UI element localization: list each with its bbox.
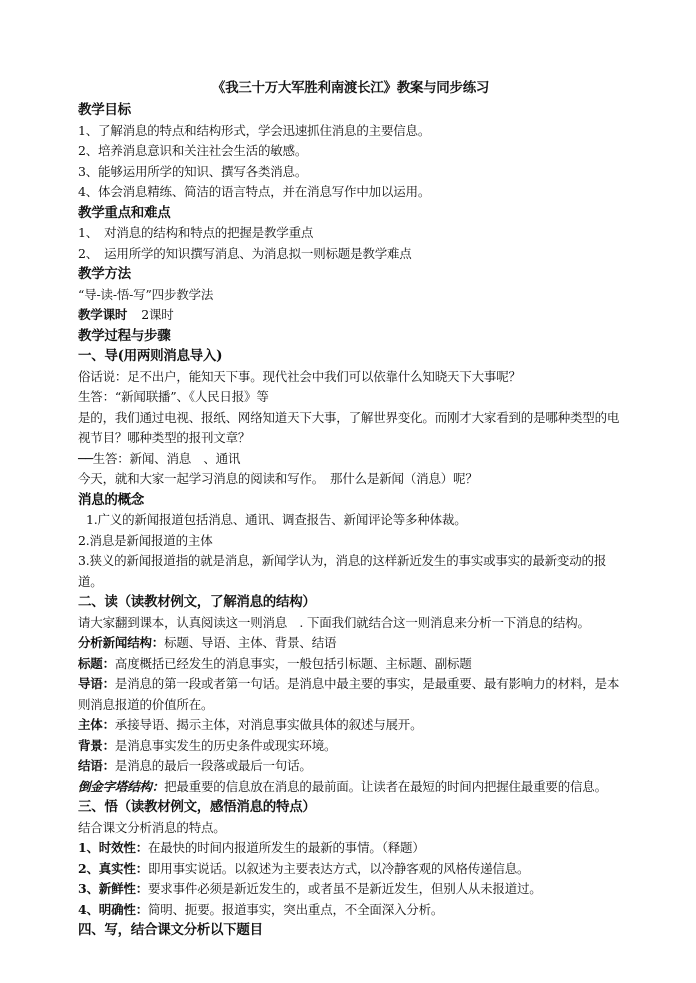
feature-text: 在最快的时间内报道所发生的最新的事情。（释题） bbox=[148, 840, 425, 855]
structure-item bbox=[78, 756, 623, 777]
goal-item: 2、培养消息意识和关注社会生活的敏感。 bbox=[78, 143, 308, 158]
structure-item-text: 高度概括已经发生的消息事实，一般包括引标题、主标题、副标题 bbox=[114, 655, 472, 671]
feature-text: 简明、扼要。报道事实，突出重点，不全面深入分析。 bbox=[148, 901, 444, 917]
section1-line: 今天，就和大家一起学习消息的阅读和写作。 那什么是新闻（消息）呢？ bbox=[78, 471, 478, 486]
section1-line: 俗话说：足不出户，能知天下事。现代社会中我们可以依靠什么知晓天下大事呢？ bbox=[78, 368, 521, 384]
structure-item-label: 导语： bbox=[78, 676, 115, 691]
section2-intro: 请大家翻到课本，认真阅读这一则消息 . 下面我们就结合这一则消息来分析一下消息的结构。 bbox=[78, 614, 590, 630]
key-point-item: 2、 运用所学的知识撰写消息、为消息拟一则标题是教学难点 bbox=[78, 245, 412, 261]
structure-item-text: 是消息事实发生的历史条件或现实环境。 bbox=[114, 737, 337, 753]
feature-label: 1、时效性： bbox=[78, 840, 148, 855]
key-points-heading: 教学重点和难点 bbox=[78, 204, 171, 221]
feature-item bbox=[78, 879, 623, 900]
pyramid-text: 把最重要的信息放在消息的最前面。让读者在最短的时间内把握住最重要的信息。 bbox=[164, 778, 607, 794]
structure-item-label: 结语： bbox=[78, 758, 115, 773]
section4-heading: 四、写，结合课文分析以下题目 bbox=[78, 922, 263, 938]
pyramid-label: 倒金字塔结构： bbox=[78, 778, 165, 794]
section3-heading: 三、悟（读教材例文，感悟消息的特点） bbox=[78, 799, 316, 815]
structure-item-label: 标题： bbox=[78, 655, 115, 671]
method-heading: 教学方法 bbox=[78, 266, 131, 282]
goals-heading: 教学目标 bbox=[78, 102, 131, 118]
structure-item-text: 承接导语、揭示主体，对消息事实做具体的叙述与展开。 bbox=[114, 717, 423, 732]
section1-line: ──生答：新闻、消息 、通讯 bbox=[78, 450, 241, 466]
process-heading: 教学过程与步骤 bbox=[78, 327, 171, 344]
method-text: “导-读-悟-写”四步教学法 bbox=[78, 286, 214, 302]
structure-line bbox=[78, 633, 623, 654]
concept-line: 2.消息是新闻报道的主体 bbox=[78, 532, 213, 548]
feature-label: 4、明确性： bbox=[78, 901, 148, 917]
feature-text: 即用事实说话。以叙述为主要表达方式，以冷静客观的风格传递信息。 bbox=[148, 860, 530, 876]
section2-heading: 二、读（读教材例文，了解消息的结构） bbox=[78, 594, 316, 610]
concept-heading: 消息的概念 bbox=[78, 491, 144, 508]
goal-item: 4、体会消息精练、简洁的语言特点，并在消息写作中加以运用。 bbox=[78, 184, 431, 199]
section3-intro: 结合课文分析消息的特点。 bbox=[78, 819, 226, 835]
section1-line: 是的，我们通过电视、报纸、网络知道天下大事，了解世界变化。而刚才大家看到的是哪种类型的电视节目？哪种类型的报刊文章？ bbox=[78, 409, 620, 445]
pyramid-line bbox=[78, 777, 623, 798]
section1-line: 生答：“新闻联播”、《人民日报》等 bbox=[78, 389, 269, 404]
feature-item bbox=[78, 859, 623, 880]
structure-item-text: 是消息的第一段或者第一句话。是消息中最主要的事实，是最重要、最有影响力的材料，是本则消息报道的价值所在。 bbox=[78, 676, 620, 712]
concept-line: 1.广义的新闻报道包括消息、通讯、调查报告、新闻评论等多种体裁。 bbox=[86, 512, 467, 527]
structure-text: 标题、导语、主体、背景、结语 bbox=[164, 635, 337, 650]
structure-item-label: 背景： bbox=[78, 737, 115, 753]
structure-label: 分析新闻结构： bbox=[78, 635, 165, 650]
structure-item-text: 是消息的最后一段落或最后一句话。 bbox=[114, 758, 312, 773]
feature-text: 要求事件必须是新近发生的，或者虽不是新近发生，但别人从未报道过。 bbox=[148, 881, 542, 896]
feature-label: 3、新鲜性： bbox=[78, 881, 148, 896]
concept-line: 3.狭义的新闻报道指的就是消息，新闻学认为，消息的这样新近发生的事实或事实的最新变动的报道。 bbox=[78, 553, 607, 589]
document-title: 《我三十万大军胜利南渡长江》教案与同步练习 bbox=[211, 80, 490, 96]
structure-item-label: 主体： bbox=[78, 717, 115, 732]
goal-item: 3、能够运用所学的知识、撰写各类消息。 bbox=[78, 163, 308, 179]
structure-item bbox=[78, 736, 623, 757]
feature-label: 2、真实性： bbox=[78, 860, 148, 876]
hours-label: 教学课时 bbox=[78, 307, 128, 322]
goal-item: 1、了解消息的特点和结构形式，学会迅速抓住消息的主要信息。 bbox=[78, 122, 431, 138]
document-content bbox=[78, 78, 623, 941]
key-point-item: 1、 对消息的结构和特点的把握是教学重点 bbox=[78, 225, 314, 240]
hours-line bbox=[78, 305, 623, 326]
structure-item bbox=[78, 654, 623, 675]
feature-item bbox=[78, 900, 623, 921]
feature-item bbox=[78, 838, 623, 859]
structure-item bbox=[78, 715, 623, 736]
hours-value: 2课时 bbox=[141, 307, 174, 322]
section1-heading: 一、导(用两则消息导入) bbox=[78, 348, 223, 364]
structure-item bbox=[78, 674, 623, 715]
